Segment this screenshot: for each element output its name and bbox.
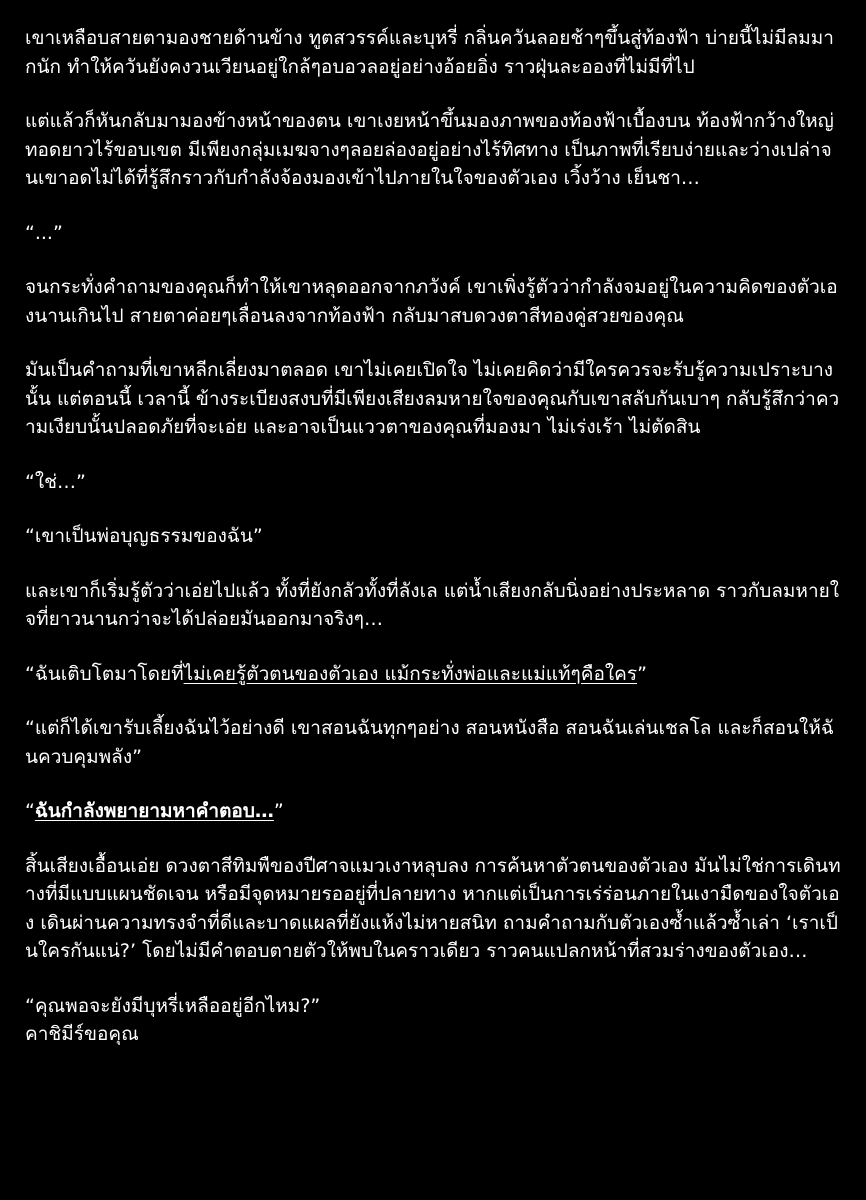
dialogue-searching: [25, 797, 843, 826]
signature: คาชิมีร์ขอคุณ: [25, 1023, 139, 1045]
paragraph-4: จนกระทั่งคำถามของคุณก็ทำให้เขาหลุดออกจากภวังค์ เขาเพิ่งรู้ตัวว่ากำลังจมอยู่ในความคิดของตัวเองนานเกินไป สายตาค่อยๆเลื่อนลงจากท้องฟ้า กลับมาสบดวงตาสีทองคู่สวยของคุณ: [25, 276, 838, 327]
dialogue-grew-up: [25, 660, 843, 689]
paragraph-8: และเขาก็เริ่มรู้ตัวว่าเอ่ยไปแล้ว ทั้งที่ยังกลัวทั้งที่ลังเล แต่น้ำเสียงกลับนิ่งอย่างประหลาด ราวกับลมหายใจที่ยาวนานกว่าจะได้ปล่อยมันออกมาจริงๆ…: [25, 579, 840, 630]
paragraph-5: มันเป็นคำถามที่เขาหลีกเลี่ยงมาตลอด เขาไม่เคยเปิดใจ ไม่เคยคิดว่ามีใครควรจะรับรู้ความเปราะบางนั้น แต่ตอนนี้ เวลานี้ ข้างระเบียงสงบที่มีเพียงเสียงลมหายใจของคุณกับเขาสลับกันเบาๆ กลับรู้สึกว่าความเงียบนั้นปลอดภัยที่จะเอ่ย และอาจเป็นแววตาของคุณที่มองมา ไม่เร่งเร้า ไม่ตัดสิน: [25, 359, 840, 438]
paragraph-12: สิ้นเสียงเอื้อนเอ่ย ดวงตาสีทิมพืของปีศาจแมวเงาหลุบลง การค้นหาตัวตนของตัวเอง มันไม่ใช่การเดินทางที่มีแบบแผนชัดเจน หรือมีจุดหมายรออยู่ที่ปลายทาง หากแต่เป็นการเร่ร่อนภายในเงามืดของใจตัวเอง เดินผ่านความทรงจำที่ดีและบาดแผลที่ยังแห้งไม่หายสนิท ถามคำถามกับตัวเองซ้ำแล้วซ้ำเล่า ‘เราเป็นใครกันแน่?’ โดยไม่มีคำตอบตายตัวให้พบในคราวเดียว ราวคนแปลกหน้าที่สวมร่างของตัวเอง…: [25, 854, 841, 962]
paragraph-1: เขาเหลือบสายตามองชายด้านข้าง ทูตสวรรค์และบุหรี่ กลิ่นควันลอยช้าๆขึ้นสู่ท้องฟ้า บ่ายนี้ไม่มีลมมากนัก ทำให้ควันยังคงวนเวียนอยู่ใกล้ๆอบอวลอยู่อย่างอ้อยอิ่ง ราวฝุ่นละอองที่ไม่มีที่ไป: [25, 27, 834, 78]
dialogue-ellipsis: “...”: [25, 221, 63, 244]
dialogue-searching-open: “: [25, 800, 35, 822]
dialogue-searching-close: ”: [273, 800, 284, 822]
dialogue-raised: “แต่ก็ได้เขารับเลี้ยงฉันไว้อย่างดี เขาสอนฉันทุกๆอย่าง สอนหนังสือ สอนฉันเล่นเชลโล และก็สอนให้ฉันควบคุมพลัง”: [25, 717, 834, 768]
dialogue-grew-up-end: ”: [637, 662, 647, 685]
dialogue-cigarette: “คุณพอจะยังมีบุหรี่เหลืออยู่อีกไหม?”: [25, 994, 321, 1017]
dialogue-yes: “ใช่…”: [25, 470, 86, 493]
dialogue-grew-up-start: “ฉันเติบโตมาโดยที่: [25, 662, 184, 685]
story-text: [25, 24, 843, 1049]
paragraph-2: แต่แล้วก็หันกลับมามองข้างหน้าของตน เขาเงยหน้าขึ้นมองภาพของท้องฟ้าเบื้องบน ท้องฟ้ากว้างใหญ่ทอดยาวไร้ขอบเขต มีเพียงกลุ่มเมฆจางๆลอยล่องอยู่อย่างไร้ทิศทาง เป็นภาพที่เรียบง่ายและว่างเปล่าจนเขาอดไม่ได้ที่รู้สึกราวกับกำลังจ้องมองเข้าไปภายในใจของตัวเอง เวิ้งว้าง เย็นชา…: [25, 110, 834, 189]
bold-underlined-phrase: ฉันกำลังพยายามหาคำตอบ…: [34, 800, 274, 822]
underlined-phrase: ไม่เคยรู้ตัวตนของตัวเอง แม้กระทั่งพ่อและแม่แท้ๆคือใคร: [183, 662, 638, 685]
dialogue-adoptive-father: “เขาเป็นพ่อบุญธรรมของฉัน”: [25, 525, 263, 547]
